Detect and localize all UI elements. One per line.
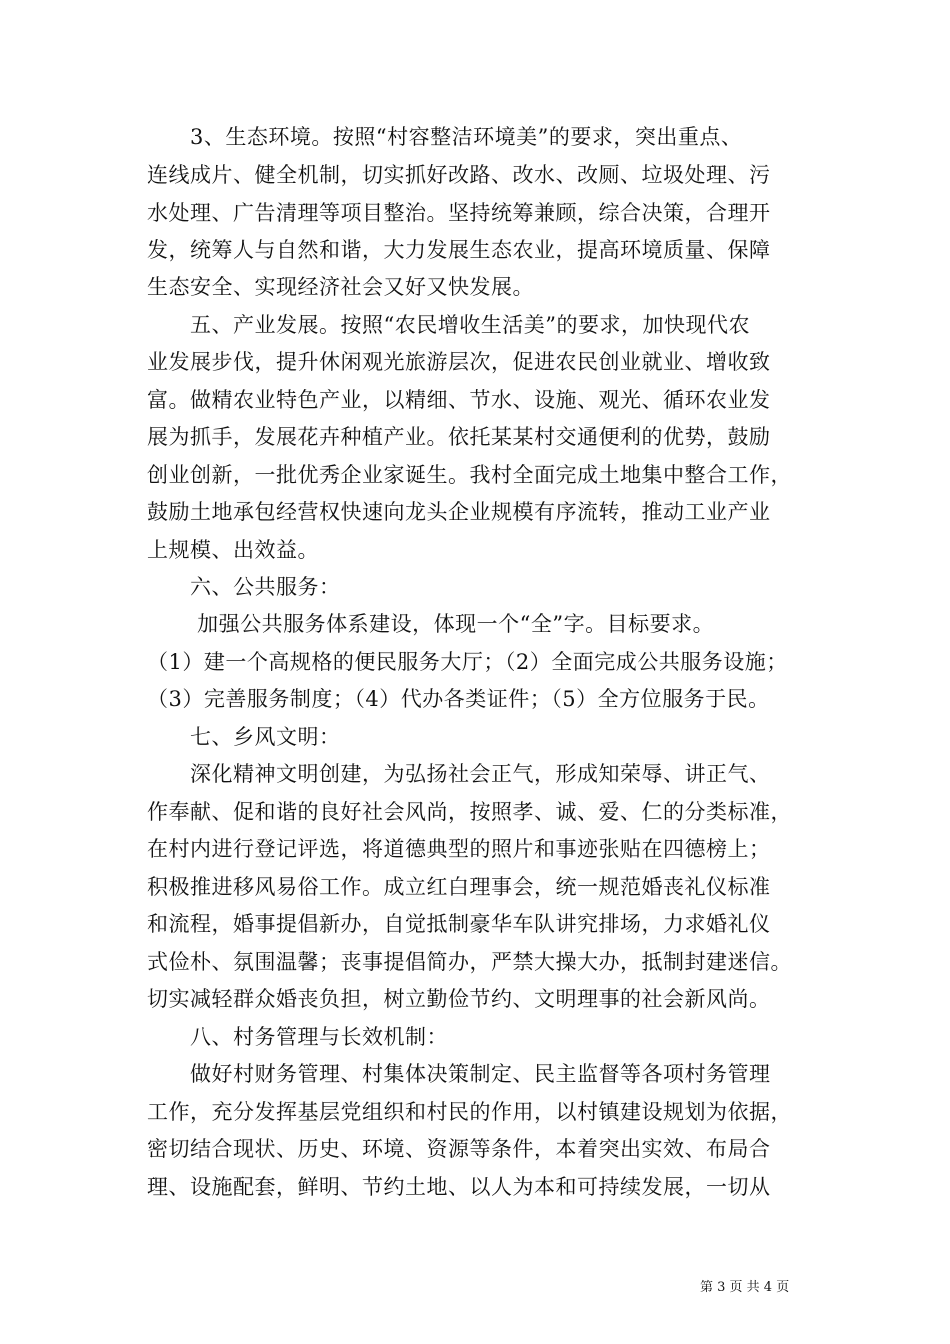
text-line: 做好村财务管理、村集体决策制定、民主监督等各项村务管理 [147,1062,771,1086]
text-line: 发，统筹人与自然和谐，大力发展生态农业，提高环境质量、保障 [147,238,771,262]
text-line: 工作，充分发挥基层党组织和村民的作用，以村镇建设规划为依据， [147,1100,792,1124]
text-line: 和流程，婚事提倡新办，自觉抵制豪华车队讲究排场，力求婚礼仪 [147,912,771,936]
text-line: 理、设施配套，鲜明、节约土地、以人为本和可持续发展，一切从 [147,1175,771,1199]
text-line: 密切结合现状、历史、环境、资源等条件，本着突出实效、布局合 [147,1137,771,1161]
text-line: 在村内进行登记评选，将道德典型的照片和事迹张贴在四德榜上； [147,837,771,861]
text-line: 八、村务管理与长效机制： [147,1025,448,1049]
text-line: 鼓励土地承包经营权快速向龙头企业规模有序流转，推动工业产业 [147,500,771,524]
text-line: 水处理、广告清理等项目整治。坚持统筹兼顾，综合决策，合理开 [147,201,771,225]
page-number-footer: 第 3 页 共 4 页 [700,1280,790,1295]
text-line: 生态安全、实现经济社会又好又快发展。 [147,275,534,299]
text-line: 切实减轻群众婚丧负担，树立勤俭节约、文明理事的社会新风尚。 [147,987,771,1011]
text-line: 创业创新，一批优秀企业家诞生。我村全面完成土地集中整合工作， [147,463,792,487]
text-line: 五、产业发展。按照“农民增收生活美”的要求，加快现代农 [147,313,750,337]
text-line: 展为抓手，发展花卉种植产业。依托某某村交通便利的优势，鼓励 [147,425,771,449]
text-line: （1）建一个高规格的便民服务大厅；（2）全面完成公共服务设施； [147,650,788,674]
text-line: 富。做精农业特色产业，以精细、节水、设施、观光、循环农业发 [147,388,771,412]
text-line: 加强公共服务体系建设，体现一个“全”字。目标要求。 [147,612,715,636]
text-line: 式俭朴、氛围温馨；丧事提倡简办，严禁大操大办，抵制封建迷信。 [147,950,792,974]
text-line: （3）完善服务制度；（4）代办各类证件；（5）全方位服务于民。 [147,687,770,711]
text-line: 上规模、出效益。 [147,538,319,562]
text-line: 六、公共服务： [147,575,341,599]
text-line: 3、生态环境。按照“村容整洁环境美”的要求，突出重点、 [147,125,743,149]
text-line: 连线成片、健全机制，切实抓好改路、改水、改厕、垃圾处理、污 [147,163,771,187]
text-line: 七、乡风文明： [147,725,341,749]
text-line: 积极推进移风易俗工作。成立红白理事会，统一规范婚丧礼仪标准 [147,875,771,899]
text-line: 业发展步伐，提升休闲观光旅游层次，促进农民创业就业、增收致 [147,350,771,374]
text-line: 作奉献、促和谐的良好社会风尚，按照孝、诚、爱、仁的分类标准， [147,800,792,824]
text-line: 深化精神文明创建，为弘扬社会正气，形成知荣辱、讲正气、 [147,762,771,786]
